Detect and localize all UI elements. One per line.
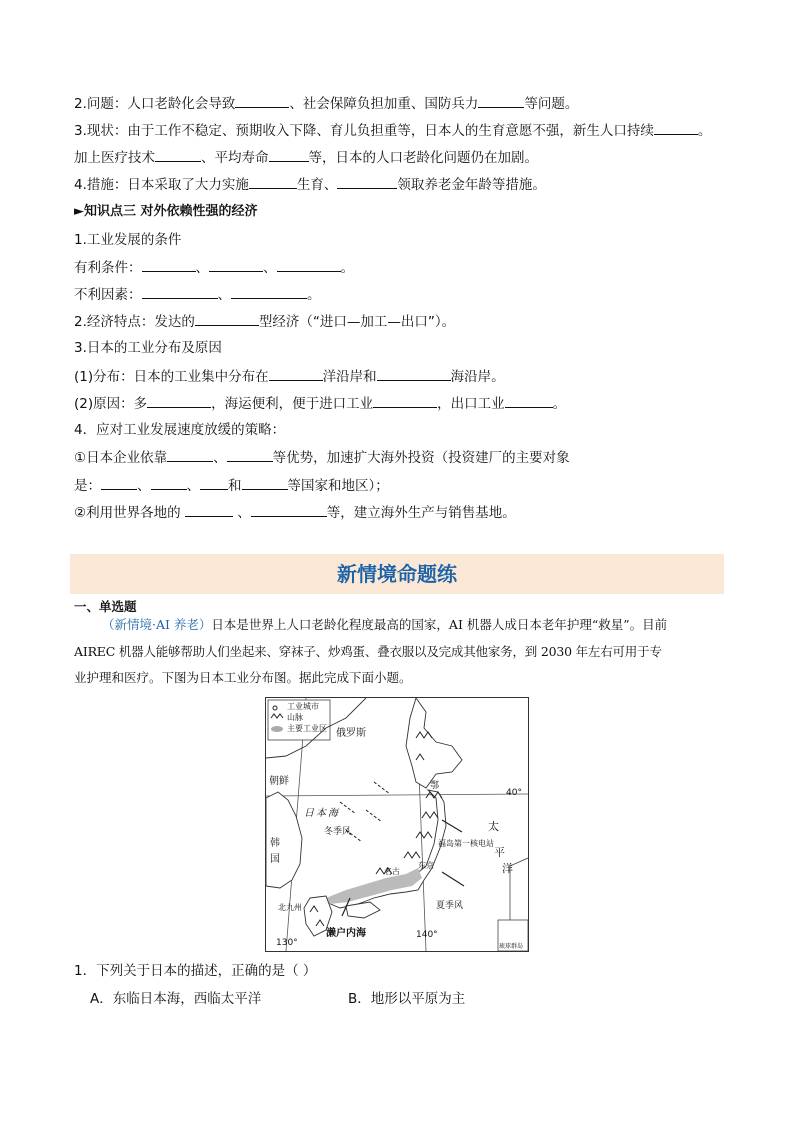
label-140e: 140° (416, 930, 438, 940)
line-reason: (2)原因：多 ，海运便利，便于进口工业 ，出口工业 。 (74, 396, 567, 412)
answer-blank[interactable] (269, 367, 323, 381)
legend-industrial-zone: 主要工业区 (287, 724, 327, 733)
label-ryukyu: 琉球群岛 (499, 943, 524, 950)
answer-blank[interactable] (249, 175, 297, 189)
label-region: 鄂 (430, 781, 440, 791)
line-status: 3.现状：由于工作不稳定、预期收入下降、育儿负担重等，日本人的生育意愿不强，新生人口持续 。 (74, 123, 712, 139)
answer-blank[interactable] (505, 394, 553, 408)
answer-blank[interactable] (231, 285, 307, 299)
line-strategy-2: ②利用世界各地的 、 等，建立海外生产与销售基地。 (74, 505, 516, 521)
context-line-2: AIREC 机器人能够帮助人们坐起来、穿袜子、炒鸡蛋、叠衣服以及完成其他家务，到 2030 年左右可用于专 (74, 644, 662, 659)
label-40n: 40° (506, 788, 522, 798)
answer-blank[interactable] (478, 94, 524, 108)
label-pacific-1: 太 (488, 820, 499, 833)
label-sea-of-japan: 日本海 (304, 808, 340, 819)
label-tokyo: 东京 (418, 861, 434, 870)
label-south-korea-2: 国 (270, 854, 280, 865)
answer-blank[interactable] (337, 175, 397, 189)
line-measures: 4.措施：日本采取了大力实施 生育、 领取养老金年龄等措施。 (74, 177, 546, 193)
answer-blank[interactable] (185, 503, 233, 517)
hokkaido-outline (406, 698, 462, 788)
subheading: 3.日本的工业分布及原因 (74, 340, 222, 356)
answer-blank[interactable] (209, 258, 263, 272)
answer-blank[interactable] (147, 394, 211, 408)
legend-industrial-city: 工业城市 (287, 702, 319, 711)
answer-blank[interactable] (151, 476, 187, 490)
line-distribution: (1)分布：日本的工业集中分布在 洋沿岸和 海沿岸。 (74, 369, 505, 385)
answer-blank[interactable] (142, 258, 196, 272)
line-strategy-1: ①日本企业依靠 、 等优势，加速扩大海外投资（投资建厂的主要对象 (74, 450, 570, 466)
subheading: 4．应对工业发展速度放缓的策略： (74, 422, 286, 438)
answer-blank[interactable] (101, 476, 137, 490)
answer-blank[interactable] (377, 367, 451, 381)
option-a[interactable]: A．东临日本海，西临太平洋 (90, 991, 262, 1007)
section-banner: 新情境命题练 (70, 554, 724, 594)
answer-blank[interactable] (277, 258, 341, 272)
answer-blank[interactable] (142, 285, 218, 299)
answer-blank[interactable] (167, 448, 213, 462)
label-summer-monsoon: 夏季风 (436, 901, 464, 911)
context-tag: （新情境·AI 养老） (102, 617, 212, 632)
label-130e: 130° (276, 938, 298, 948)
answer-blank[interactable] (155, 148, 201, 162)
latitude-line (266, 794, 528, 796)
knowledge-point-title: ►知识点三 对外依赖性强的经济 (74, 204, 258, 219)
legend-mountain: 山脉 (287, 713, 303, 722)
label-russia: 俄罗斯 (336, 728, 366, 739)
label-winter-monsoon: 冬季风 (324, 827, 352, 837)
line-status-cont: 加上医疗技术 、平均寿命 等，日本的人口老龄化问题仍在加剧。 (74, 150, 538, 166)
answer-blank[interactable] (227, 448, 273, 462)
answer-blank[interactable] (251, 503, 327, 517)
label-pacific-3: 洋 (502, 862, 513, 875)
line-unfavorable: 不利因素： 、 。 (74, 287, 321, 303)
answer-blank[interactable] (200, 476, 228, 490)
context-line-3: 业护理和医疗。下图为日本工业分布图。据此完成下面小题。 (74, 670, 412, 685)
answer-blank[interactable] (269, 148, 309, 162)
answer-blank[interactable] (235, 94, 289, 108)
option-b[interactable]: B．地形以平原为主 (348, 991, 466, 1007)
answer-blank[interactable] (373, 394, 437, 408)
label-pacific-2: 平 (494, 846, 505, 859)
line-strategy-1-cont: 是： 、 、 和 等国家和地区）； (74, 478, 389, 494)
answer-blank[interactable] (195, 312, 259, 326)
label-north-korea: 朝鲜 (269, 776, 289, 787)
answer-blank[interactable] (242, 476, 288, 490)
line-favorable: 有利条件： 、 、 。 (74, 260, 354, 276)
industrial-zone (326, 868, 422, 904)
section-heading: 一、单选题 (74, 599, 137, 614)
question-stem: 1．下列关于日本的描述，正确的是（ ） (74, 963, 317, 979)
answer-blank[interactable] (654, 121, 698, 135)
line-economy: 2.经济特点：发达的 型经济（“进口—加工—出口”）。 (74, 314, 456, 330)
label-south-korea-1: 韩 (270, 838, 280, 849)
label-seto-inland-sea: 濑户内海 (326, 928, 366, 939)
subheading: 1.工业发展的条件 (74, 232, 182, 248)
label-fukushima: 福岛第一核电站 (438, 839, 494, 848)
context-line-1: （新情境·AI 养老）日本是世界上人口老龄化程度最高的国家，AI 机器人成日本老年护理“救星”。目前 (102, 617, 668, 632)
label-nagoya: 名古 (384, 867, 400, 876)
label-kitakyushu: 北九州 (278, 903, 302, 912)
japan-industry-map (265, 697, 529, 952)
line-problem: 2.问题：人口老龄化会导致 、社会保障负担加重、国防兵力 等问题。 (74, 96, 579, 112)
